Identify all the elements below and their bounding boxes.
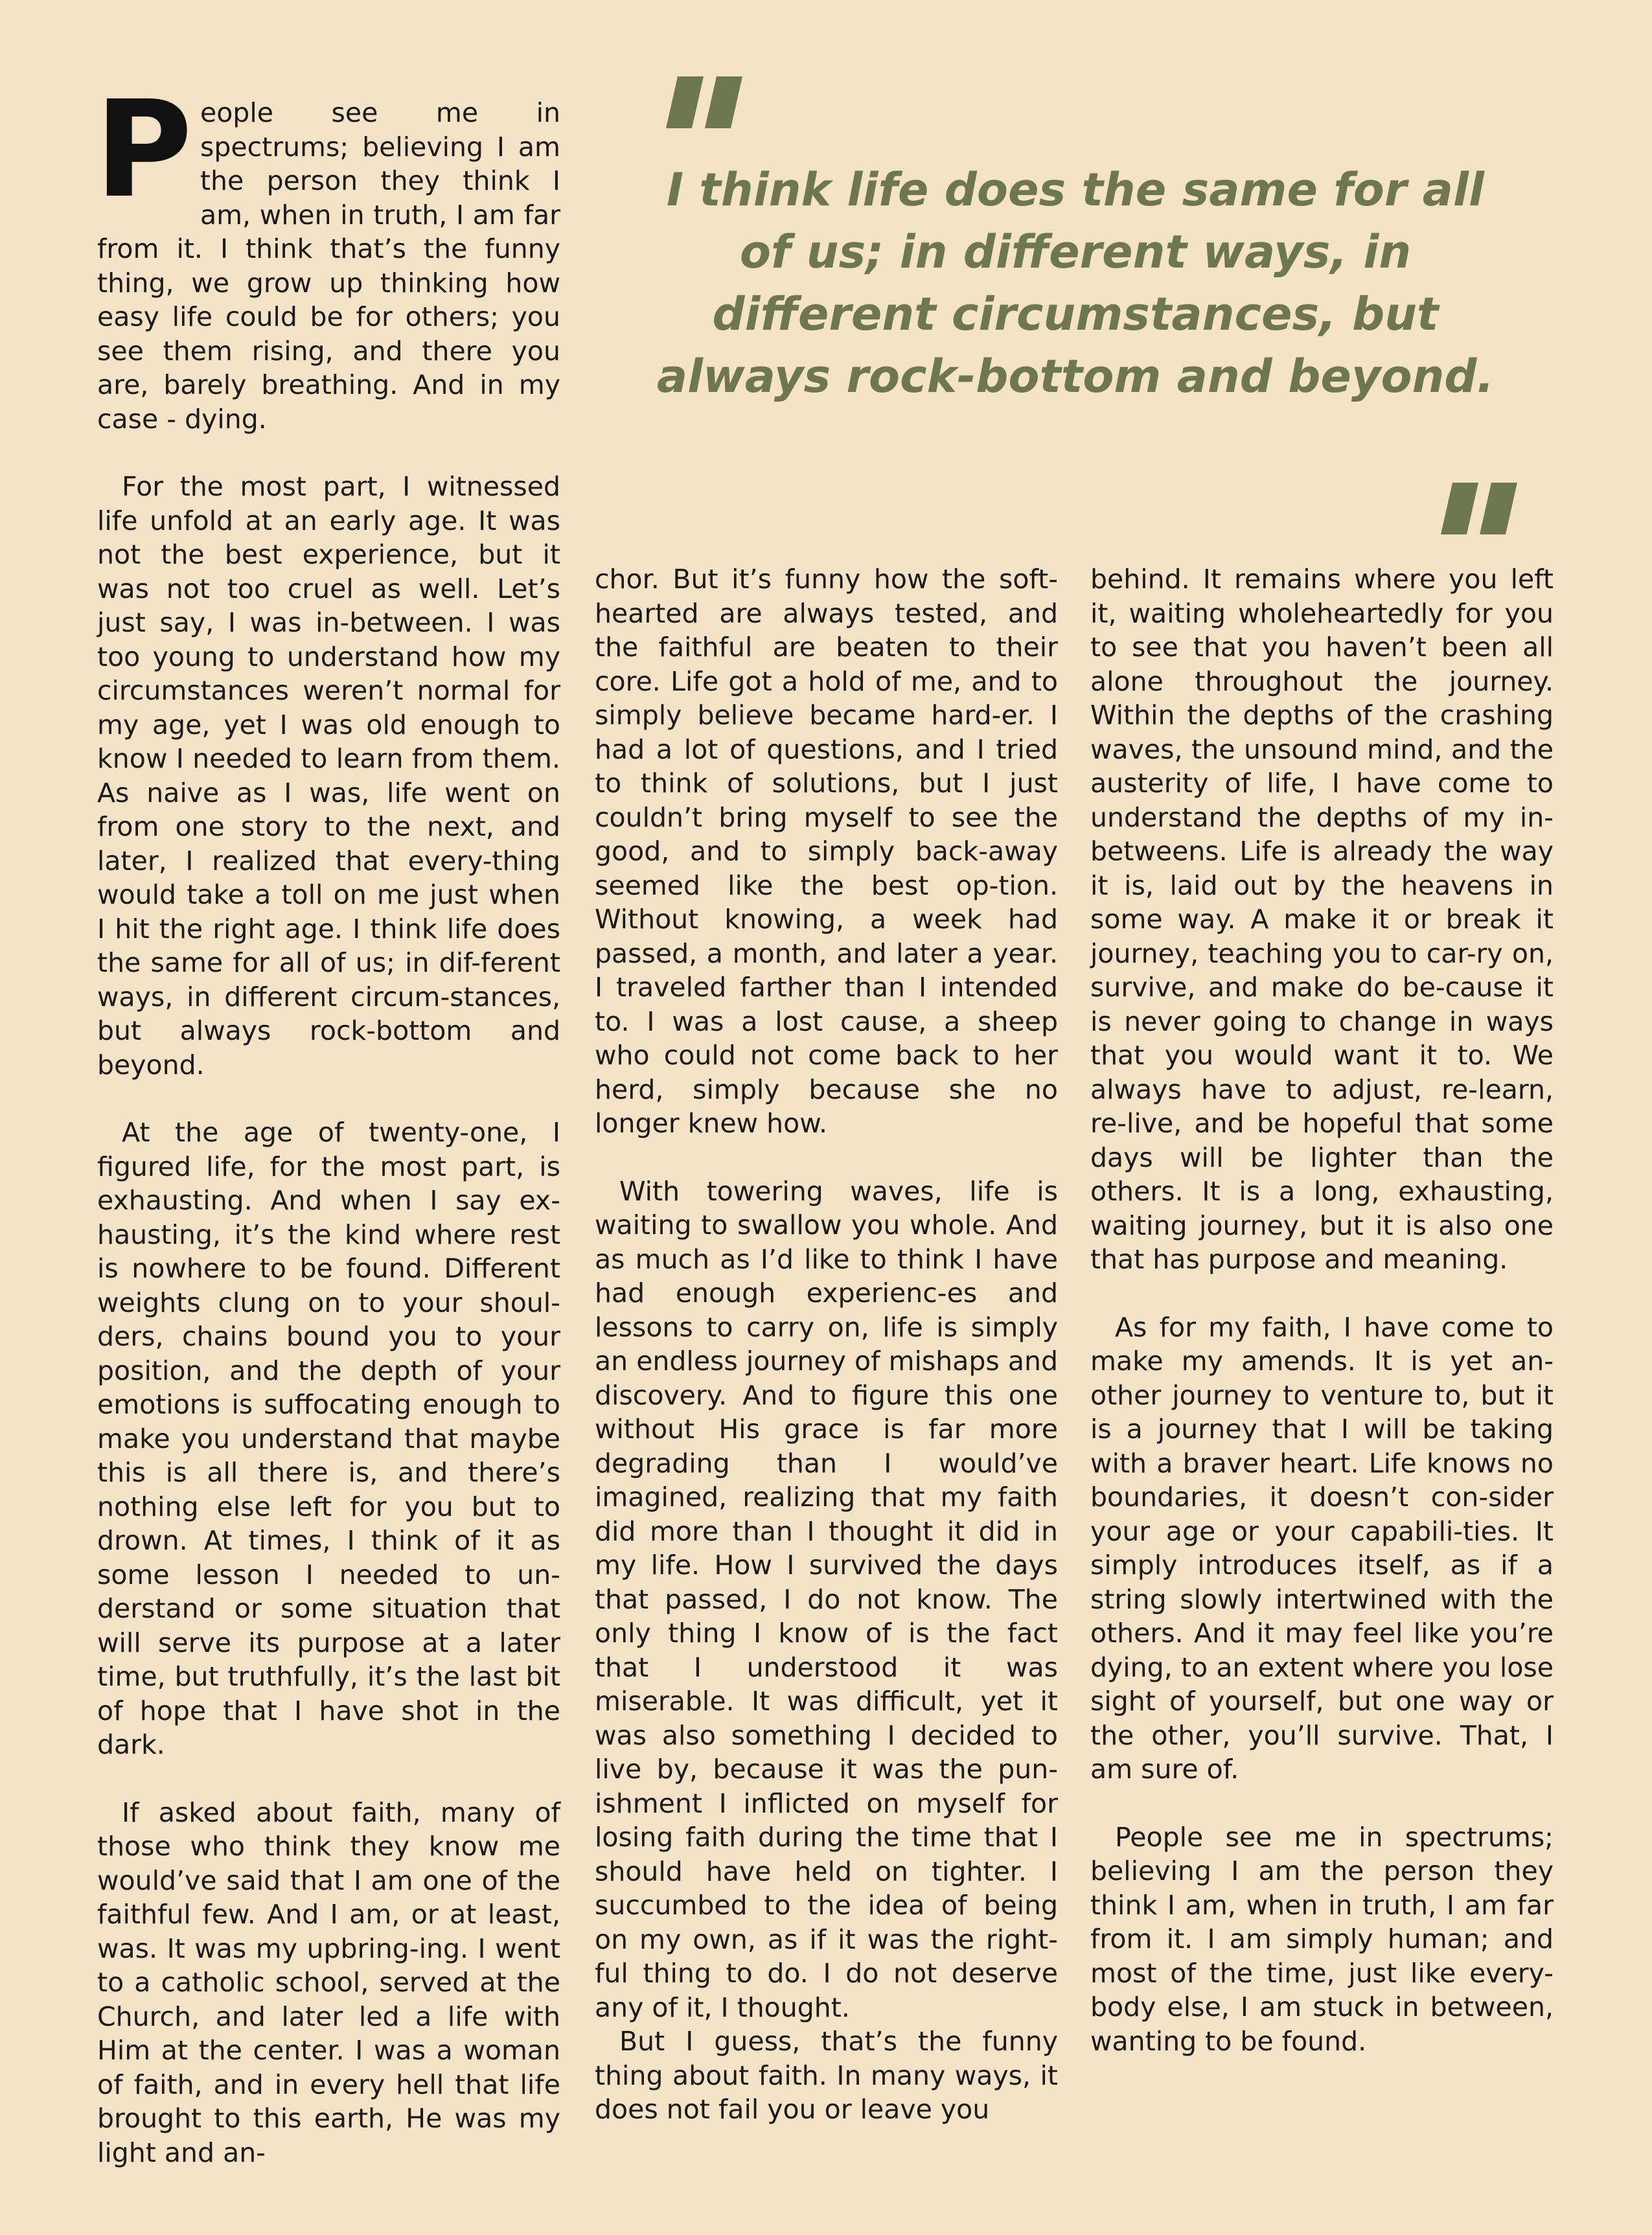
paragraph: At the age of twenty-one, I figured life, for the most part, is exhausting. And when I say ex-hausting, it’s the kind where rest is nowhere to be found. Different weights clung on to your shoul-ders, chains bound you to your position, and the depth of your emotions is suffocating enough to make you understand that maybe this is all there is, and there’s nothing else left for you but to drown. At times, I think of it as some lesson I needed to un-derstand or some situation that will serve its purpose at a later time, but truthfully, it’s the last bit of hope that I have shot in the dark. (97, 1117, 560, 1760)
paragraph: With towering waves, life is waiting to swallow you whole. And as much as I’d like to think I have had enough experienc-es and lessons to carry on, life is simply an endless journey of mishaps and discovery. And to figure this one without His grace is far more degrading than I would’ve imagined, realizing that my faith did more than I thought it did in my life. How I survived the days that passed, I do not know. The only thing I know of is the fact that I understood it was miserable. It was difficult, yet it was also something I decided to live by, because it was the pun-ishment I inflicted on myself for losing faith during the time that I should have held on tighter. I succumbed to the idea of being on my own, as if it was the right-ful thing to do. I do not deserve any of it, I thought. (595, 1175, 1058, 2023)
paragraph: As for my faith, I have come to make my amends. It is yet an-other journey to venture to, but it is a journey that I will be taking with a braver heart. Life knows no boundaries, it doesn’t con-sider your age or your capabili-ties. It simply introduces itself, as if a string slowly intertwined with the others. And it may feel like you’re dying, to an extent where you lose sight of yourself, but one way or the other, you’ll survive. That, I am sure of. (1090, 1311, 1554, 1785)
paragraph (95, 72, 560, 436)
open-quote-icon (666, 76, 750, 128)
close-quote-icon (1441, 483, 1525, 534)
paragraph: For the most part, I witnessed life unfold at an early age. It was not the best experience, but it was not too cruel as well. Let’s just say, I was in-between. I was too young to understand how my circumstances weren’t normal for my age, yet I was old enough to know I needed to learn from them. As naive as I was, life went on from one story to the next, and later, I realized that every-thing would take a toll on me just when I hit the right age. I think life does the same for all of us; in dif-ferent ways, in different circum-stances, but always rock-bottom and beyond. (97, 471, 560, 1081)
paragraph: chor. But it’s funny how the soft-hearted are always tested, and the faithful are beaten to their core. Life got a hold of me, and to simply believe became hard-er. I had a lot of questions, and I tried to think of solutions, but I just couldn’t bring myself to see the good, and to simply back-away seemed like the best op-tion. Without knowing, a week had passed, a month, and later a year. I traveled farther than I intended to. I was a lost cause, a sheep who could not come back to her herd, simply because she no longer knew how. (595, 564, 1058, 1139)
paragraph-text: eople see me in spectrums; believing I am the person they think I am, when in truth, I am far from it. I think that’s the funny thing, we grow up thinking how easy life could be for others; you see them rising, and there you are, barely breathing. And in my case - dying. (97, 97, 560, 435)
pull-quote: I think life does the same for all of us; in different ways, in different circumstances, but always rock-bottom and beyond. (656, 163, 1495, 403)
paragraph: behind. It remains where you left it, waiting wholeheartedly for you to see that you haven’t been all alone throughout the journey. Within the depths of the crashing waves, the unsound mind, and the austerity of life, I have come to understand the depths of my in-betweens. Life is already the way it is, laid out by the heavens in some way. A make it or break it journey, teaching you to car-ry on, survive, and make do be-cause it is never going to change in ways that you would want it to. We always have to adjust, re-learn, re-live, and be hopeful that some days will be lighter than the others. It is a long, exhausting, waiting journey, but it is also one that has purpose and meaning. (1090, 564, 1554, 1275)
article-column-1 (95, 72, 560, 2170)
paragraph: If asked about faith, many of those who think they know me would’ve said that I am one of the faithful few. And I am, or at least, was. It was my upbring-ing. I went to a catholic school, served at the Church, and later led a life with Him at the center. I was a woman of faith, and in every hell that life brought to this earth, He was my light and an- (97, 1796, 560, 2168)
paragraph: But I guess, that’s the funny thing about faith. In many ways, it does not fail you or leave you (595, 2026, 1058, 2125)
article-column-2 (595, 562, 1058, 2127)
paragraph: People see me in spectrums; believing I am the person they think I am, when in truth, I am far from it. I am simply human; and most of the time, just like every-body else, I am stuck in between, wanting to be found. (1090, 1821, 1554, 2057)
drop-cap: P (95, 72, 192, 227)
article-column-3 (1090, 562, 1554, 2058)
